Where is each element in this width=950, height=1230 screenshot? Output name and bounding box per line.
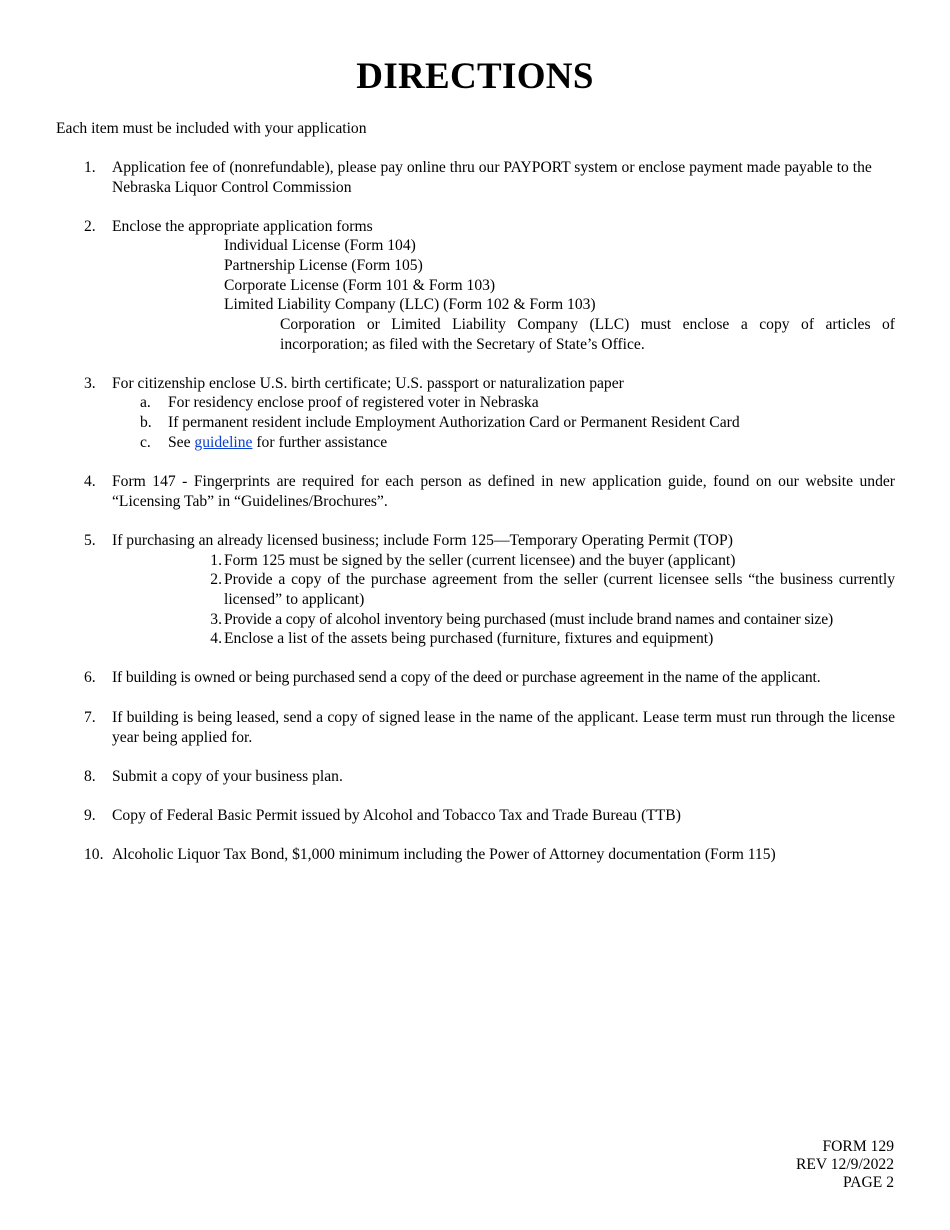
sub-text: For residency enclose proof of registered voter in Nebraska (168, 394, 539, 411)
item-text: If building is being leased, send a copy of signed lease in the name of the applicant. Lease term must run through the license year being applied for. (112, 709, 895, 746)
sub-text: Enclose a list of the assets being purchased (furniture, fixtures and equipment) (224, 630, 714, 647)
item-number: 2. (84, 218, 96, 235)
form-option: Individual License (Form 104) (224, 237, 416, 254)
sub-number: 4. (210, 630, 222, 647)
form-note: Corporation or Limited Liability Company (LLC) must enclose a copy of articles of incorporation; as filed with the Secretary of State’s Office. (280, 316, 895, 353)
sub-text: Form 125 must be signed by the seller (current licensee) and the buyer (applicant) (224, 552, 736, 569)
item-number: 3. (84, 375, 96, 392)
item-text: For citizenship enclose U.S. birth certificate; U.S. passport or naturalization paper (112, 375, 624, 392)
item-number: 1. (84, 159, 96, 176)
page-title: DIRECTIONS (356, 56, 594, 97)
item-number: 4. (84, 473, 96, 490)
intro-text: Each item must be included with your application (56, 120, 367, 137)
sub-text: Provide a copy of the purchase agreement from the seller (current licensee sells “the business currently licensed” to applicant) (224, 571, 895, 608)
item-text: Application fee of (nonrefundable), please pay online thru our PAYPORT system or enclose payment made payable to the Nebraska Liquor Control Commission (112, 159, 872, 196)
item-text: Submit a copy of your business plan. (112, 768, 343, 785)
form-option: Corporate License (Form 101 & Form 103) (224, 277, 496, 294)
item-text: Form 147 - Fingerprints are required for each person as defined in new application guide, found on our website under “Licensing Tab” in “Guidelines/Brochures”. (112, 473, 895, 510)
assistance-label: for further assistance (256, 434, 388, 451)
form-option: Limited Liability Company (LLC) (Form 102 & Form 103) (224, 296, 596, 313)
item-text: If purchasing an already licensed business; include Form 125—Temporary Operating Permit (TOP) (112, 532, 733, 549)
item-number: 7. (84, 709, 96, 726)
item-text: Copy of Federal Basic Permit issued by Alcohol and Tobacco Tax and Trade Bureau (TTB) (112, 807, 681, 824)
guideline-link[interactable]: guideline (194, 434, 253, 451)
sub-number: 2. (210, 571, 222, 588)
item-number: 8. (84, 768, 96, 785)
item-number: 5. (84, 532, 96, 549)
item-text: If building is owned or being purchased send a copy of the deed or purchase agreement in the name of the applicant. (112, 669, 821, 686)
sub-text: If permanent resident include Employment Authorization Card or Permanent Resident Card (168, 414, 740, 431)
footer-revision: REV 12/9/2022 (795, 1156, 894, 1173)
item-text: Enclose the appropriate application forms (112, 218, 373, 235)
form-option: Partnership License (Form 105) (224, 257, 423, 274)
sub-text: Provide a copy of alcohol inventory being purchased (must include brand names and container size) (224, 611, 834, 628)
sub-number: 3. (210, 611, 222, 628)
item-number: 6. (84, 669, 96, 686)
sub-letter: b. (140, 414, 152, 431)
footer-page-number: PAGE 2 (843, 1174, 894, 1191)
item-text: Alcoholic Liquor Tax Bond, $1,000 minimum including the Power of Attorney documentation (Form 115) (112, 846, 776, 863)
item-number: 9. (84, 807, 96, 824)
sub-letter: c. (140, 434, 151, 451)
sub-number: 1. (210, 552, 222, 569)
sub-text-guideline (168, 433, 895, 453)
see-label: See (168, 434, 191, 451)
sub-letter: a. (140, 394, 151, 411)
footer-form-number: FORM 129 (822, 1138, 894, 1155)
item-number: 10. (84, 846, 104, 863)
